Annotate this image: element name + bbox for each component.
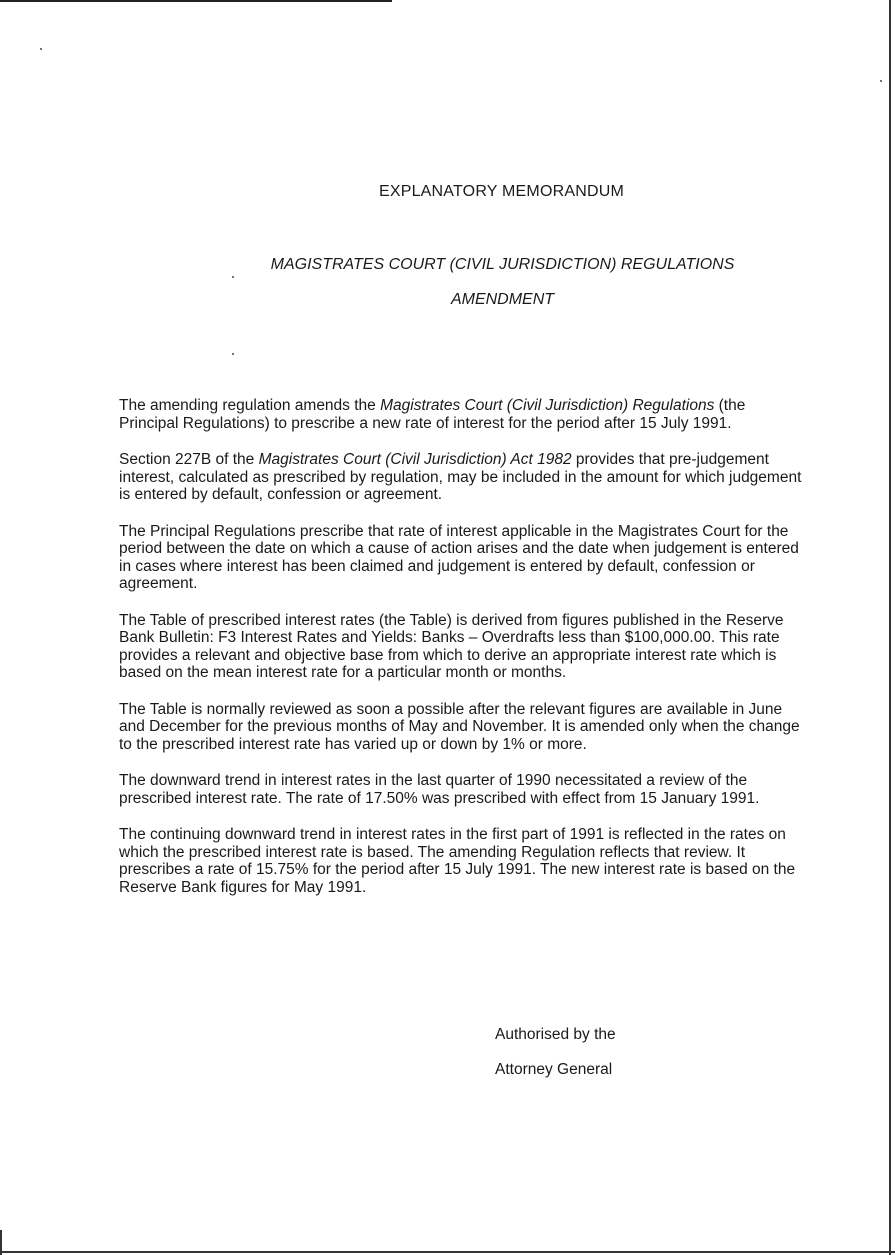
memorandum-body xyxy=(119,397,804,915)
signoff-authorised: Authorised by the xyxy=(495,1026,616,1043)
paragraph: The downward trend in interest rates in the last quarter of 1990 necessitated a review of the prescribed interest rate. The rate of 17.50% was prescribed with effect from 15 January 1991. xyxy=(119,772,760,807)
scan-edge-top xyxy=(0,0,392,2)
paragraph: The Table of prescribed interest rates (the Table) is derived from figures published in the Reserve Bank Bulletin: F3 Interest Rates and Yields: Banks – Overdrafts less than $100,000.00. This rate provides a relevant and objective base from which to derive an appropriate interest rate which is based on the mean interest rate for a particular month or months. xyxy=(119,611,784,681)
scan-speck xyxy=(232,353,234,355)
scan-edge-bottom xyxy=(0,1251,895,1253)
scan-speck xyxy=(40,48,42,50)
paragraph: The amending regulation amends the Magistrates Court (Civil Jurisdiction) Regulations (the Principal Regulations) to prescribe a new rate of interest for the period after 15 July 1991. xyxy=(119,397,746,432)
paragraph: The Table is normally reviewed as soon a possible after the relevant figures are available in June and December for the previous months of May and November. It is amended only when the change to the prescribed interest rate has varied up or down by 1% or more. xyxy=(119,700,800,753)
paragraph: The Principal Regulations prescribe that rate of interest applicable in the Magistrates Court for the period between the date on which a cause of action arises and the date when judgement is entered in cases where interest has been claimed and judgement is entered by default, confession or agreement. xyxy=(119,522,799,592)
paragraph: Section 227B of the Magistrates Court (Civil Jurisdiction) Act 1982 provides that pre-judgement interest, calculated as prescribed by regulation, may be included in the amount for which judgement is entered by default, confession or agreement. xyxy=(119,451,802,503)
memorandum-title: EXPLANATORY MEMORANDUM xyxy=(378,183,625,200)
signoff-attorney-general: Attorney General xyxy=(495,1061,613,1078)
scan-speck xyxy=(232,276,234,278)
scan-speck xyxy=(880,80,882,82)
scan-edge-left xyxy=(0,1230,2,1255)
regulation-name: MAGISTRATES COURT (CIVIL JURISDICTION) REGULATIONS xyxy=(270,256,735,273)
paragraph: The continuing downward trend in interest rates in the first part of 1991 is reflected in the rates on which the prescribed interest rate is based. The amending Regulation reflects that review. It prescribes a rate of 15.75% for the period after 15 July 1991. The new interest rate is based on the Reserve Bank figures for May 1991. xyxy=(119,826,796,896)
regulation-amendment-label: AMENDMENT xyxy=(450,291,555,308)
